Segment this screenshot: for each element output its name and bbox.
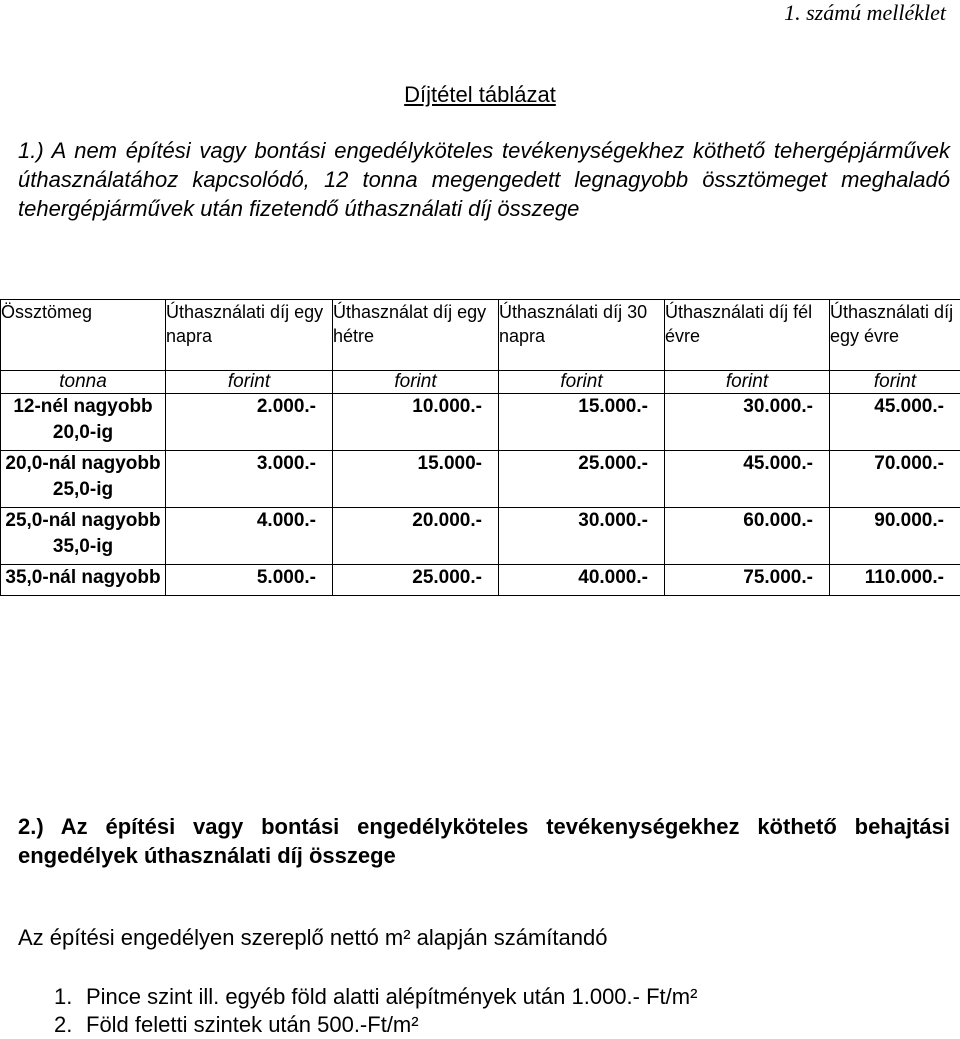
fee-cell: 60.000.- — [665, 508, 830, 565]
fee-cell: 15.000.- — [499, 394, 665, 451]
fee-cell: 45.000.- — [830, 394, 960, 451]
section-2-note: Az építési engedélyen szereplő nettó m² alapján számítandó — [18, 925, 607, 951]
table-row — [1, 565, 960, 596]
header-cell: Úthasználati díj egy napra — [166, 300, 333, 371]
section-2-heading: 2.) Az építési vagy bontási engedélyköteles tevékenységekhez köthető behajtási engedélyek úthasználati díj összege — [18, 812, 950, 870]
fee-cell: 40.000.- — [499, 565, 665, 596]
table-row — [1, 451, 960, 508]
fee-cell: 110.000.- — [830, 565, 960, 596]
document-title: Díjtétel táblázat — [0, 82, 960, 108]
list-item-text: Pince szint ill. egyéb föld alatti alépítmények után 1.000.- Ft/m² — [86, 983, 697, 1011]
header-cell: Úthasználat díj egy hétre — [333, 300, 499, 371]
list-item-number: 2. — [18, 1011, 86, 1039]
section-1-heading: 1.) A nem építési vagy bontási engedélyköteles tevékenységekhez köthető tehergépjárművek úthasználatához kapcsolódó, 12 tonna megengedett legnagyobb össztömeget meghaladó tehergépjárművek után fizetendő úthasználati díj összege — [18, 136, 950, 223]
header-cell: Úthasználati díj egy évre — [830, 300, 960, 371]
header-cell: Úthasználati díj fél évre — [665, 300, 830, 371]
list-item-text: Föld feletti szintek után 500.-Ft/m² — [86, 1011, 419, 1039]
fee-cell: 2.000.- — [166, 394, 333, 451]
list-item — [18, 983, 697, 1011]
fee-cell: 70.000.- — [830, 451, 960, 508]
fee-cell: 30.000.- — [499, 508, 665, 565]
section-2-list — [18, 983, 697, 1039]
fee-cell: 20.000.- — [333, 508, 499, 565]
unit-cell: forint — [665, 371, 830, 394]
fee-cell: 90.000.- — [830, 508, 960, 565]
fee-cell: 25.000.- — [499, 451, 665, 508]
header-cell: Úthasználati díj 30 napra — [499, 300, 665, 371]
fee-cell: 75.000.- — [665, 565, 830, 596]
table-row — [1, 508, 960, 565]
unit-cell: tonna — [1, 371, 166, 394]
weight-cell: 35,0-nál nagyobb — [1, 565, 166, 596]
table-header-row — [1, 300, 960, 371]
weight-cell: 12-nél nagyobb 20,0-ig — [1, 394, 166, 451]
fee-cell: 5.000.- — [166, 565, 333, 596]
weight-cell: 25,0-nál nagyobb 35,0-ig — [1, 508, 166, 565]
unit-cell: forint — [830, 371, 960, 394]
fee-cell: 4.000.- — [166, 508, 333, 565]
fee-cell: 3.000.- — [166, 451, 333, 508]
fee-cell: 45.000.- — [665, 451, 830, 508]
fee-cell: 30.000.- — [665, 394, 830, 451]
fee-cell: 25.000.- — [333, 565, 499, 596]
unit-cell: forint — [499, 371, 665, 394]
list-item-number: 1. — [18, 983, 86, 1011]
fee-cell: 10.000.- — [333, 394, 499, 451]
header-cell: Össztömeg — [1, 300, 166, 371]
unit-cell: forint — [333, 371, 499, 394]
table-row — [1, 394, 960, 451]
annex-label: 1. számú melléklet — [784, 0, 946, 26]
weight-cell: 20,0-nál nagyobb 25,0-ig — [1, 451, 166, 508]
unit-row — [1, 371, 960, 394]
fee-cell: 15.000- — [333, 451, 499, 508]
unit-cell: forint — [166, 371, 333, 394]
fee-table — [0, 299, 960, 596]
